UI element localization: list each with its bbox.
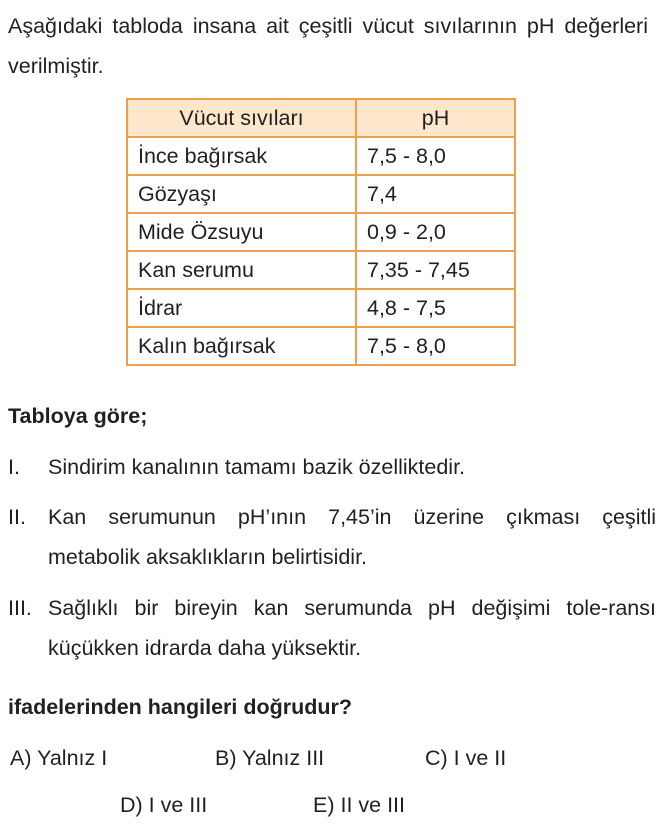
statement-text: Sağlıklı bir bireyin kan serumunda pH değişimi tole-ransı küçükken idrarda daha yüksektir. xyxy=(48,596,656,660)
fluid-name: Mide Özsuyu xyxy=(127,213,356,251)
statement-1 xyxy=(8,447,656,487)
statement-number: I. xyxy=(8,455,20,479)
header-ph: pH xyxy=(356,99,515,137)
statement-2 xyxy=(8,497,656,577)
ph-value: 7,5 - 8,0 xyxy=(356,137,515,175)
table-row xyxy=(127,175,515,213)
option-e[interactable]: E) II ve III xyxy=(313,793,405,817)
table-row xyxy=(127,251,515,289)
table-row xyxy=(127,289,515,327)
table-row xyxy=(127,327,515,365)
table-row xyxy=(127,213,515,251)
header-body-fluids: Vücut sıvıları xyxy=(127,99,356,137)
statement-number: III. xyxy=(8,596,32,620)
ph-value: 7,4 xyxy=(356,175,515,213)
intro-text: Aşağıdaki tabloda insana ait çeşitli vücut sıvılarının pH değerleri verilmiştir. xyxy=(8,14,648,78)
ph-table xyxy=(126,98,516,366)
fluid-name: Gözyaşı xyxy=(127,175,356,213)
table-row xyxy=(127,137,515,175)
ph-value: 4,8 - 7,5 xyxy=(356,289,515,327)
option-b[interactable]: B) Yalnız III xyxy=(215,746,325,770)
ph-value: 7,5 - 8,0 xyxy=(356,327,515,365)
option-d[interactable]: D) I ve III xyxy=(120,793,208,817)
statement-number: II. xyxy=(8,505,26,529)
fluid-name: Kan serumu xyxy=(127,251,356,289)
question-lead: Tabloya göre; xyxy=(8,404,148,428)
question-end: ifadelerinden hangileri doğrudur? xyxy=(8,695,353,719)
fluid-name: İnce bağırsak xyxy=(127,137,356,175)
fluid-name: Kalın bağırsak xyxy=(127,327,356,365)
statement-3 xyxy=(8,588,656,668)
statement-text: Sindirim kanalının tamamı bazik özelliktedir. xyxy=(48,455,466,479)
option-c[interactable]: C) I ve II xyxy=(425,746,507,770)
table-header-row xyxy=(127,99,515,137)
ph-value: 7,35 - 7,45 xyxy=(356,251,515,289)
option-a[interactable]: A) Yalnız I xyxy=(10,746,108,770)
fluid-name: İdrar xyxy=(127,289,356,327)
statement-text: Kan serumunun pH’ının 7,45’in üzerine çıkması çeşitli metabolik aksaklıkların belirtisidir. xyxy=(48,505,656,569)
ph-value: 0,9 - 2,0 xyxy=(356,213,515,251)
